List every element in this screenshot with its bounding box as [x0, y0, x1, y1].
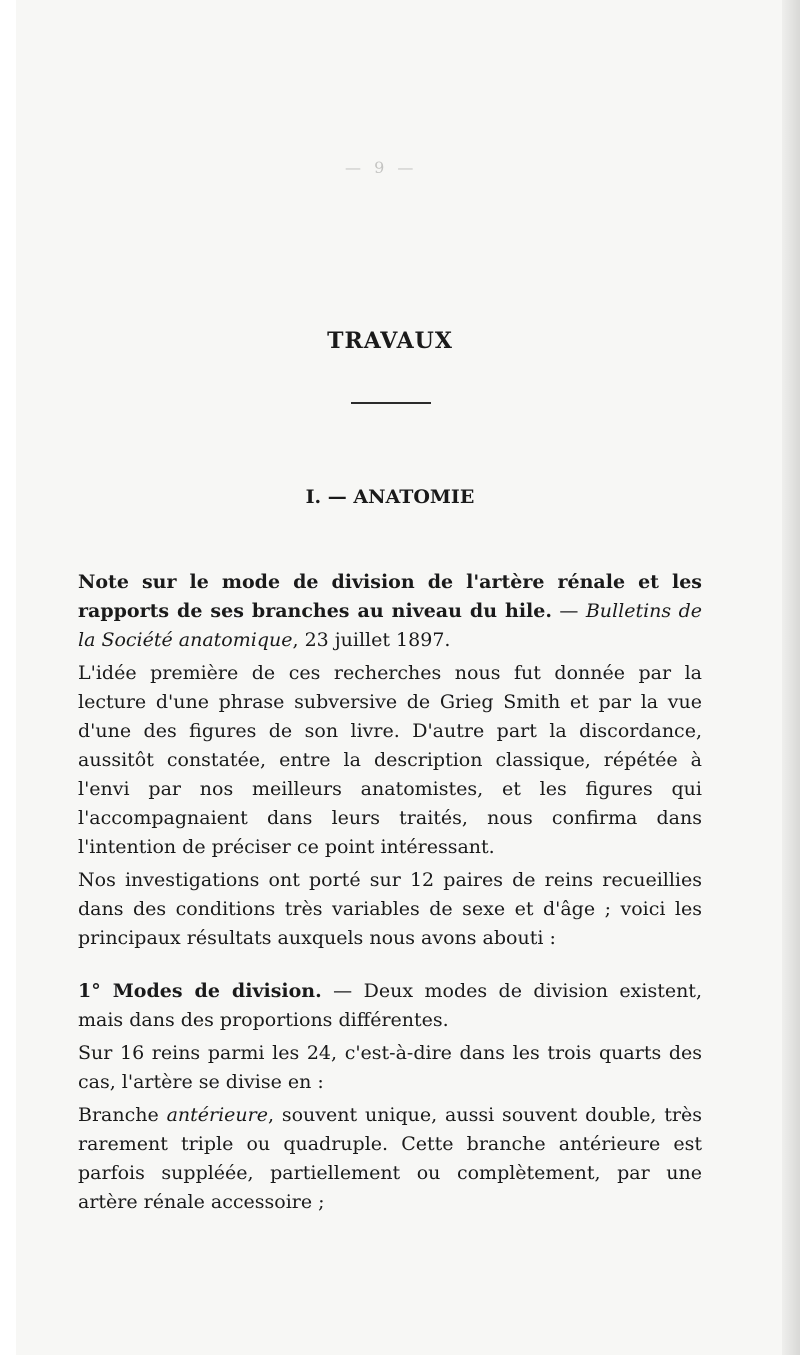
note-title: Note sur le mode de division de l'artère rénale et les rapports de ses branches au niveau du hile. [78, 571, 702, 622]
paragraph-5 [78, 1101, 702, 1217]
paragraph-4: Sur 16 reins parmi les 24, c'est-à-dire dans les trois quarts des cas, l'artère se divise en : [78, 1042, 702, 1093]
page-title: TRAVAUX [327, 328, 453, 354]
p5-start: Branche [78, 1104, 167, 1126]
paragraph-1: L'idée première de ces recherches nous fut donnée par la lecture d'une phrase subversive de Grieg Smith et par la vue d'une des figures de son livre. D'autre part la discordance, aussitôt constatée, entre la description classique, répétée à l'envi par nos meilleurs anatomistes, et les figures qui l'accompagnaient dans leurs traités, nous confirma dans l'intention de préciser ce point intéressant. [78, 662, 702, 858]
note-heading [78, 568, 702, 655]
modes-division-text: — Deux modes de division existent, mais dans des proportions différentes. [78, 980, 702, 1031]
p5-rest: , souvent unique, aussi souvent double, très rarement triple ou quadruple. Cette branche antérieure est parfois suppléée, partiellement ou complètement, par une artère rénale accessoire ; [78, 1104, 702, 1213]
page-right-shadow [782, 0, 800, 1355]
note-date: , 23 juillet 1897. [292, 629, 451, 651]
p5-italic: antérieure [166, 1104, 268, 1126]
paragraph-3 [78, 977, 702, 1035]
page-number: — 9 — [345, 158, 418, 177]
note-source: Bulletins de la Société anatomique [78, 600, 702, 651]
note-dash: — [551, 600, 586, 622]
page-left-margin [0, 0, 16, 1355]
section-heading: I. — ANATOMIE [305, 486, 475, 508]
body-text [78, 568, 702, 1217]
paragraph-2: Nos investigations ont porté sur 12 paires de reins recueillies dans des conditions très variables de sexe et d'âge ; voici les principaux résultats auxquels nous avons abouti : [78, 869, 702, 949]
modes-division-heading: 1° Modes de division. [78, 980, 322, 1002]
title-rule [351, 402, 431, 404]
